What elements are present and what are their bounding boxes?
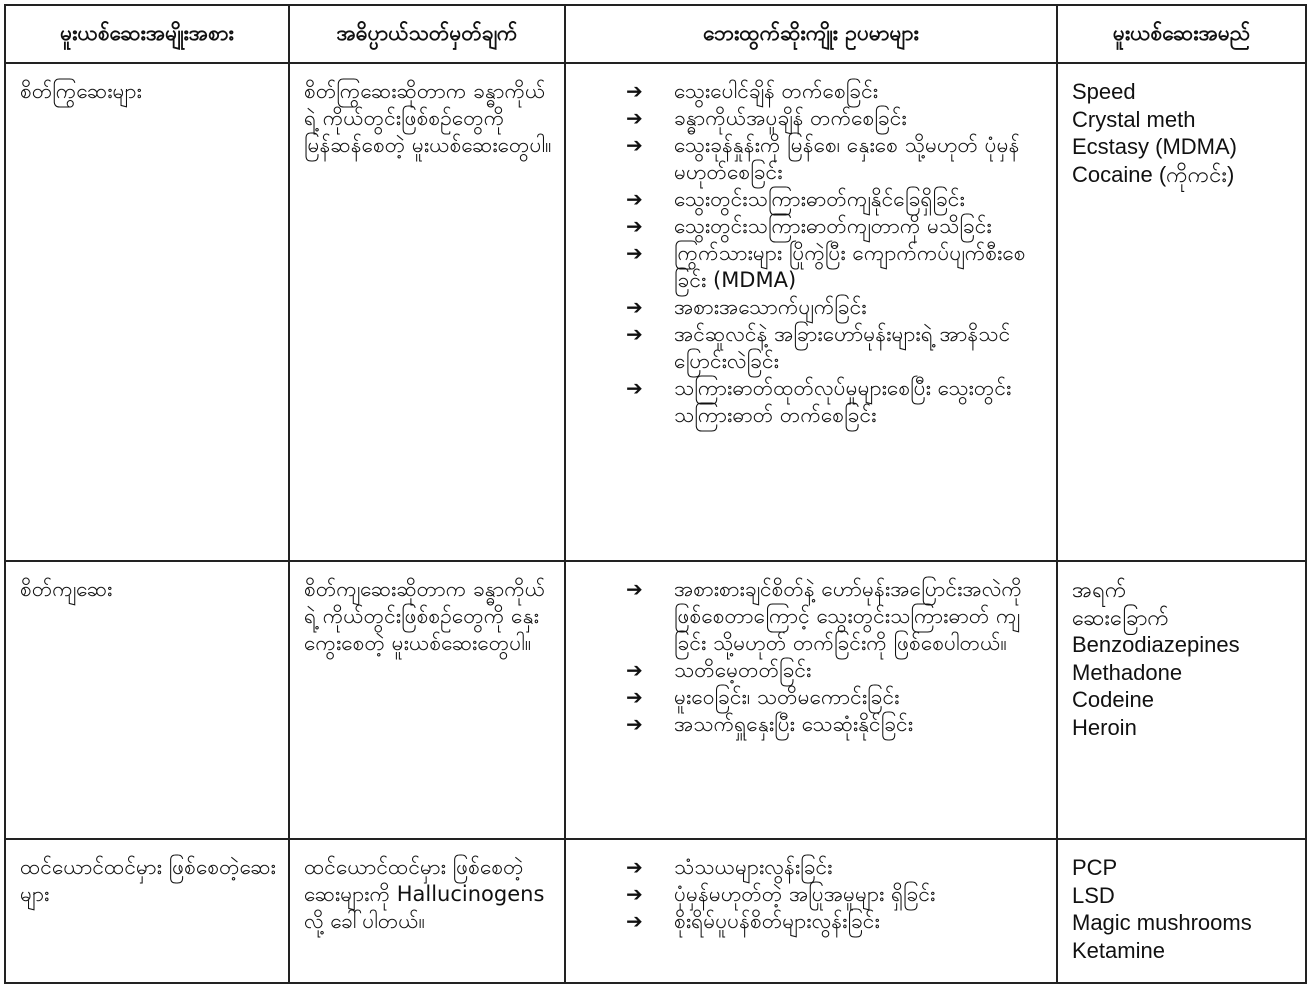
side-effect-text: ကြွက်သားများ ပြိုကွဲပြီး ကျောက်ကပ်ပျက်စီးစေခြင်း (MDMA): [674, 241, 1026, 292]
drug-name-item: Magic mushrooms: [1072, 910, 1252, 935]
arrow-right-icon: ➔: [626, 79, 643, 103]
cell-definition: [289, 839, 565, 983]
side-effect-text: အစားအသောက်ပျက်ခြင်း: [674, 295, 867, 319]
drug-type-label: ထင်ယောင်ထင်မှား ဖြစ်စေတဲ့ဆေးများ: [20, 855, 276, 906]
side-effect-item: [626, 908, 1044, 935]
header-side-effects: ဘေးထွက်ဆိုးကျိုး ဥပမာများ: [565, 5, 1057, 63]
side-effect-text: သကြားဓာတ်ထုတ်လုပ်မှုများစေပြီး သွေးတွင်းသကြားဓာတ် တက်စေခြင်း: [674, 376, 1012, 427]
drug-name-item: Codeine: [1072, 687, 1154, 712]
definition-text: စိတ်ကျဆေးဆိုတာက ခန္ဓာကိုယ်ရဲ့ ကိုယ်တွင်းဖြစ်စဉ်တွေကို နှေးကွေးစေတဲ့ မူးယစ်ဆေးတွေပါ။: [304, 577, 546, 655]
arrow-right-icon: ➔: [626, 187, 643, 211]
cell-definition: [289, 561, 565, 839]
side-effect-item: [626, 711, 1044, 738]
side-effect-text: စိုးရိမ်ပူပန်စိတ်များလွန်းခြင်း: [674, 909, 880, 933]
side-effect-text: အသက်ရှူနှေးပြီး သေဆုံးနိုင်ခြင်း: [674, 712, 914, 736]
table-row-stimulants: [5, 63, 1306, 561]
drug-name-item: LSD: [1072, 882, 1115, 908]
arrow-right-icon: ➔: [626, 882, 643, 906]
cell-side-effects: [565, 63, 1057, 561]
drug-name-item: Heroin: [1072, 714, 1137, 740]
drug-name-item: PCP: [1072, 855, 1118, 880]
side-effect-text: သွေးခုန်နှုန်းကို မြန်စေ၊ နှေးစေ သို့မဟုတ် ပုံမှန်မဟုတ်စေခြင်း: [674, 133, 1020, 184]
arrow-right-icon: ➔: [626, 376, 643, 400]
cell-drug-type: [5, 63, 289, 561]
side-effect-item: [626, 576, 1044, 657]
side-effect-text: သွေးပေါင်ချိန် တက်စေခြင်း: [674, 79, 879, 103]
side-effect-item: [626, 657, 1044, 684]
arrow-right-icon: ➔: [626, 106, 643, 130]
drug-name-item: ဆေးခြောက်: [1072, 604, 1169, 630]
arrow-right-icon: ➔: [626, 909, 643, 933]
side-effect-text: အင်ဆူလင်နဲ့ အခြားဟော်မုန်းများရဲ့ အာနိသင်ပြောင်းလဲခြင်း: [674, 322, 1011, 373]
arrow-right-icon: ➔: [626, 712, 643, 736]
drug-name-item: Ketamine: [1072, 937, 1165, 963]
drug-name-item: Speed: [1072, 79, 1136, 104]
side-effect-item: [626, 240, 1044, 294]
cell-drug-type: [5, 561, 289, 839]
drug-names-list: [1072, 576, 1293, 741]
side-effect-text: သွေးတွင်းသကြားဓာတ်ကျတာကို မသိခြင်း: [674, 214, 992, 238]
side-effect-text: ပုံမှန်မဟုတ်တဲ့ အပြုအမူများ ရှိခြင်း: [674, 882, 936, 906]
arrow-right-icon: ➔: [626, 241, 643, 265]
cell-drug-names: [1057, 839, 1306, 983]
side-effect-text: သွေးတွင်းသကြားဓာတ်ကျနိုင်ခြေရှိခြင်း: [674, 187, 965, 211]
drug-name-item: Methadone: [1072, 659, 1183, 685]
cell-drug-names: [1057, 561, 1306, 839]
drug-name-item: Benzodiazepines: [1072, 632, 1240, 657]
side-effect-item: [626, 78, 1044, 105]
side-effect-text: ခန္ဓာကိုယ်အပူချိန် တက်စေခြင်း: [674, 106, 907, 130]
side-effect-text: သံသယများလွန်းခြင်း: [674, 855, 833, 879]
side-effect-item: [626, 375, 1044, 429]
side-effect-item: [626, 213, 1044, 240]
side-effects-list: [580, 78, 1044, 429]
drug-type-label: စိတ်ကြွဆေးများ: [20, 79, 142, 103]
side-effect-item: [626, 294, 1044, 321]
side-effect-item: [626, 132, 1044, 186]
side-effect-text: မူးဝေခြင်း၊ သတိမကောင်းခြင်း: [674, 685, 900, 709]
side-effect-item: [626, 321, 1044, 375]
drug-name-item: Ecstasy (MDMA): [1072, 134, 1237, 159]
drug-names-list: [1072, 78, 1293, 188]
arrow-right-icon: ➔: [626, 322, 643, 346]
cell-definition: [289, 63, 565, 561]
table-header-row: [5, 5, 1306, 63]
side-effect-item: [626, 186, 1044, 213]
cell-side-effects: [565, 561, 1057, 839]
side-effects-list: [580, 576, 1044, 738]
side-effect-text: သတိမေ့တတ်ခြင်း: [674, 658, 812, 682]
header-definition: အဓိပ္ပာယ်သတ်မှတ်ချက်: [289, 5, 565, 63]
arrow-right-icon: ➔: [626, 855, 643, 879]
cell-side-effects: [565, 839, 1057, 983]
side-effects-list: [580, 854, 1044, 935]
side-effect-item: [626, 854, 1044, 881]
cell-drug-names: [1057, 63, 1306, 561]
side-effect-item: [626, 105, 1044, 132]
arrow-right-icon: ➔: [626, 214, 643, 238]
arrow-right-icon: ➔: [626, 577, 643, 601]
drug-name-item: အရက်: [1072, 577, 1127, 602]
arrow-right-icon: ➔: [626, 295, 643, 319]
arrow-right-icon: ➔: [626, 685, 643, 709]
drug-name-item: Crystal meth: [1072, 106, 1196, 132]
arrow-right-icon: ➔: [626, 658, 643, 682]
side-effect-text: အစားစားချင်စိတ်နဲ့ ဟော်မုန်းအပြောင်းအလဲကို ဖြစ်စေတာကြောင့် သွေးတွင်းသကြားဓာတ် ကျခြင်း သို့မဟုတ် တက်ခြင်းကို ဖြစ်စေပါတယ်။: [674, 577, 1022, 655]
arrow-right-icon: ➔: [626, 133, 643, 157]
table-row-hallucinogens: [5, 839, 1306, 983]
drug-type-label: စိတ်ကျဆေး: [20, 577, 113, 601]
side-effect-item: [626, 684, 1044, 711]
header-drug-names: မူးယစ်ဆေးအမည်: [1057, 5, 1306, 63]
side-effect-item: [626, 881, 1044, 908]
definition-text: ထင်ယောင်ထင်မှား ဖြစ်စေတဲ့ ဆေးများကို Hallucinogens လို့ ခေါ်ပါတယ်။: [304, 855, 545, 933]
table-row-depressants: [5, 561, 1306, 839]
drug-types-table: [4, 4, 1307, 984]
cell-drug-type: [5, 839, 289, 983]
drug-names-list: [1072, 854, 1293, 964]
drug-name-item: Cocaine (ကိုကင်း): [1072, 161, 1235, 187]
header-drug-type: မူးယစ်ဆေးအမျိုးအစား: [5, 5, 289, 63]
definition-text: စိတ်ကြွဆေးဆိုတာက ခန္ဓာကိုယ်ရဲ့ ကိုယ်တွင်းဖြစ်စဉ်တွေကို မြန်ဆန်စေတဲ့ မူးယစ်ဆေးတွေပါ။: [304, 79, 552, 157]
